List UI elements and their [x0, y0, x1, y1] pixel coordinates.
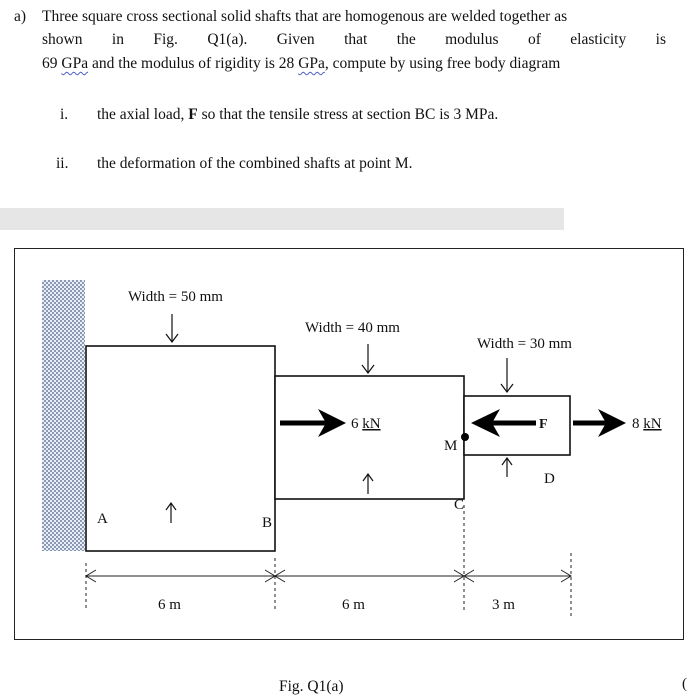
question-line-3: 69 GPa and the modulus of rigidity is 28 GPa, compute by using free body diagram: [42, 55, 561, 72]
width-arrow-1: [166, 314, 178, 342]
sub-item-text-2: the deformation of the combined shafts at point M.: [97, 155, 413, 172]
width-arrow-3: [501, 358, 513, 392]
point-label-d: D: [544, 471, 555, 487]
edge-paren: (: [682, 676, 687, 692]
point-label-a: A: [97, 511, 108, 527]
sub-item-marker-2: ii.: [56, 155, 69, 172]
spell-underline-gpa-2: GPa: [298, 55, 325, 72]
fixed-wall-hatch: [42, 280, 85, 551]
part-label: a): [14, 8, 27, 25]
length-label-ab: 6 m: [158, 597, 181, 613]
point-label-b: B: [262, 515, 273, 531]
sub-item-text-1: the axial load, F so that the tensile stress at section BC is 3 MPa.: [97, 106, 499, 123]
length-label-bc: 6 m: [342, 597, 365, 613]
width-arrow-2: [362, 344, 374, 373]
question-line-2: shown in Fig. Q1(a). Given that the modulus of elasticity is: [42, 31, 666, 48]
load-label-f: F: [539, 417, 548, 432]
sub-item-marker-1: i.: [60, 106, 69, 123]
spell-underline-gpa: GPa: [61, 55, 89, 72]
width-label-40: Width = 40 mm: [305, 320, 400, 336]
point-m-dot: [461, 433, 469, 441]
width-label-30: Width = 30 mm: [477, 336, 572, 352]
up-arrow-cd: [502, 458, 512, 477]
shaft-ab: [86, 346, 275, 551]
load-label-8kn: 8 kN: [632, 416, 662, 432]
width-label-50: Width = 50 mm: [128, 289, 223, 305]
point-label-c: C: [454, 497, 465, 513]
point-label-m: M: [444, 438, 458, 454]
load-label-6kn: 6 kN: [351, 416, 381, 432]
shaft-bc: [275, 376, 464, 499]
load-arrow-8kn: [573, 409, 626, 437]
figure-caption: Fig. Q1(a): [279, 678, 344, 695]
length-label-cd: 3 m: [492, 597, 515, 613]
question-line-1: Three square cross sectional solid shafts that are homogenous are welded together as: [42, 8, 568, 25]
